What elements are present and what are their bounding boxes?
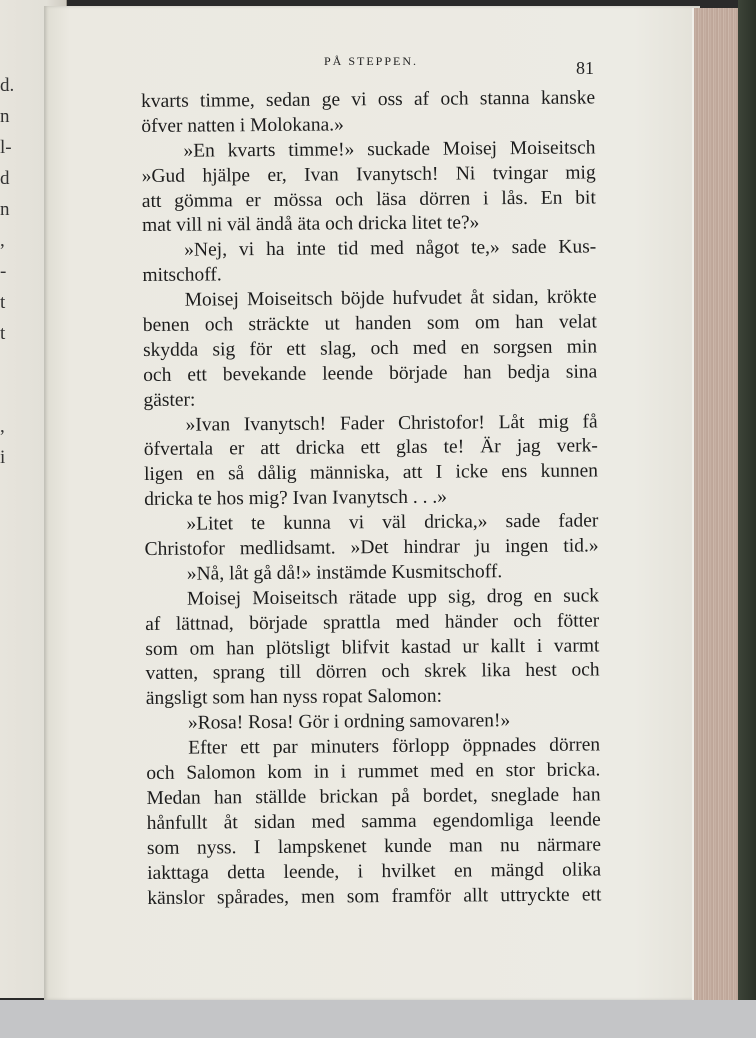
text-line: »Litet te kunna vi väl dricka,» sade fader <box>186 510 599 535</box>
left-page-fragment <box>0 349 14 380</box>
page-number: 81 <box>576 58 594 78</box>
text-line: mitschoff. <box>142 264 222 287</box>
text-line: Christofor medlidsamt. »Det hindrar ju ingen tid.» <box>144 535 599 561</box>
text-line: vatten, sprang till dörren och skrek lika hest och <box>145 659 600 685</box>
text-line: hånfullt åt sidan med samma egendomliga leende <box>146 809 601 834</box>
text-line: öfvertala er att dricka ett glas te! Är jag verk- <box>143 435 598 461</box>
text-line: som om han plötsligt blifvit kastad ur kallt i varmt <box>145 635 600 660</box>
text-line: Moisej Moiseitsch böjde hufvudet åt sidan, krökte <box>184 286 597 311</box>
text-line: benen och sträckte ut handen som om han velat <box>142 311 597 337</box>
text-line: och ett bevekande leende började han bedja sina <box>143 361 598 386</box>
left-page-fragment <box>0 380 14 411</box>
text-line: gäster: <box>143 389 196 411</box>
page-edges <box>692 8 742 1000</box>
running-head: PÅ STEPPEN. <box>324 54 419 68</box>
text-line: ligen en så dålig människa, att I icke ens kunnen <box>143 460 599 486</box>
left-page-fragment: d <box>0 168 10 189</box>
text-line: som nyss. I lampskenet kunde man nu närmare <box>146 834 602 859</box>
body-text <box>141 86 601 911</box>
book-cover <box>738 0 756 1000</box>
left-page-fragment: t <box>0 323 6 344</box>
text-line: »Gud hjälpe er, Ivan Ivanytsch! Ni tvingar mig <box>141 162 596 187</box>
text-line: Moisej Moiseitsch rätade upp sig, drog en suck <box>186 585 600 610</box>
text-line: skydda sig för ett slag, och med en sorgsen min <box>142 336 598 361</box>
left-page-fragment: t <box>0 292 6 313</box>
left-page-fragment: d. <box>0 75 15 96</box>
text-line: »Ivan Ivanytsch! Fader Christofor! Låt mig få <box>185 411 598 436</box>
left-page-fragment: - <box>0 261 7 282</box>
text-line: iakttaga detta leende, i hvilket en mängd olika <box>147 859 602 884</box>
left-page-text-fragments <box>0 70 14 473</box>
text-line: ängsligt som han nyss ropat Salomon: <box>145 686 443 710</box>
text-line: Medan han ställde brickan på bordet, sneglade han <box>146 784 601 809</box>
left-page-fragment: , <box>0 230 5 251</box>
left-page-fragment: n <box>0 106 10 127</box>
page-header <box>44 50 700 80</box>
text-line: öfver natten i Molokana.» <box>141 114 344 137</box>
left-page-fragment: n <box>0 199 10 220</box>
text-line: känslor spårades, men som framför allt uttryckte ett <box>147 883 602 909</box>
text-line: af lättnad, började sprattla med händer och fötter <box>145 610 600 635</box>
left-page-fragment: , <box>0 416 5 437</box>
text-line: att gömma er mössa och läsa dörren i lås. En bit <box>141 186 596 212</box>
text-line: »Nå, låt gå då!» instämde Kusmitschoff. <box>186 561 503 585</box>
left-page-fragment: i <box>0 447 6 468</box>
scan-bottom-band <box>0 1000 756 1038</box>
text-line: »Nej, vi ha inte tid med något te,» sade Kus- <box>184 236 597 262</box>
text-line: kvarts timme, sedan ge vi oss af och stanna kanske <box>141 87 596 112</box>
book-page <box>44 6 700 1000</box>
text-line: Efter ett par minuters förlopp öppnades dörren <box>188 734 601 759</box>
text-line: och Salomon kom in i rummet med en stor bricka. <box>146 759 601 785</box>
text-line: mat vill ni väl ändå äta och dricka litet te?» <box>141 212 480 237</box>
text-line: »Rosa! Rosa! Gör i ordning samovaren!» <box>187 710 511 734</box>
text-line: dricka te hos mig? Ivan Ivanytsch . . .» <box>144 486 448 511</box>
left-page-fragment: l- <box>0 137 12 158</box>
text-line: »En kvarts timme!» suckade Moisej Moiseitsch <box>183 137 596 162</box>
